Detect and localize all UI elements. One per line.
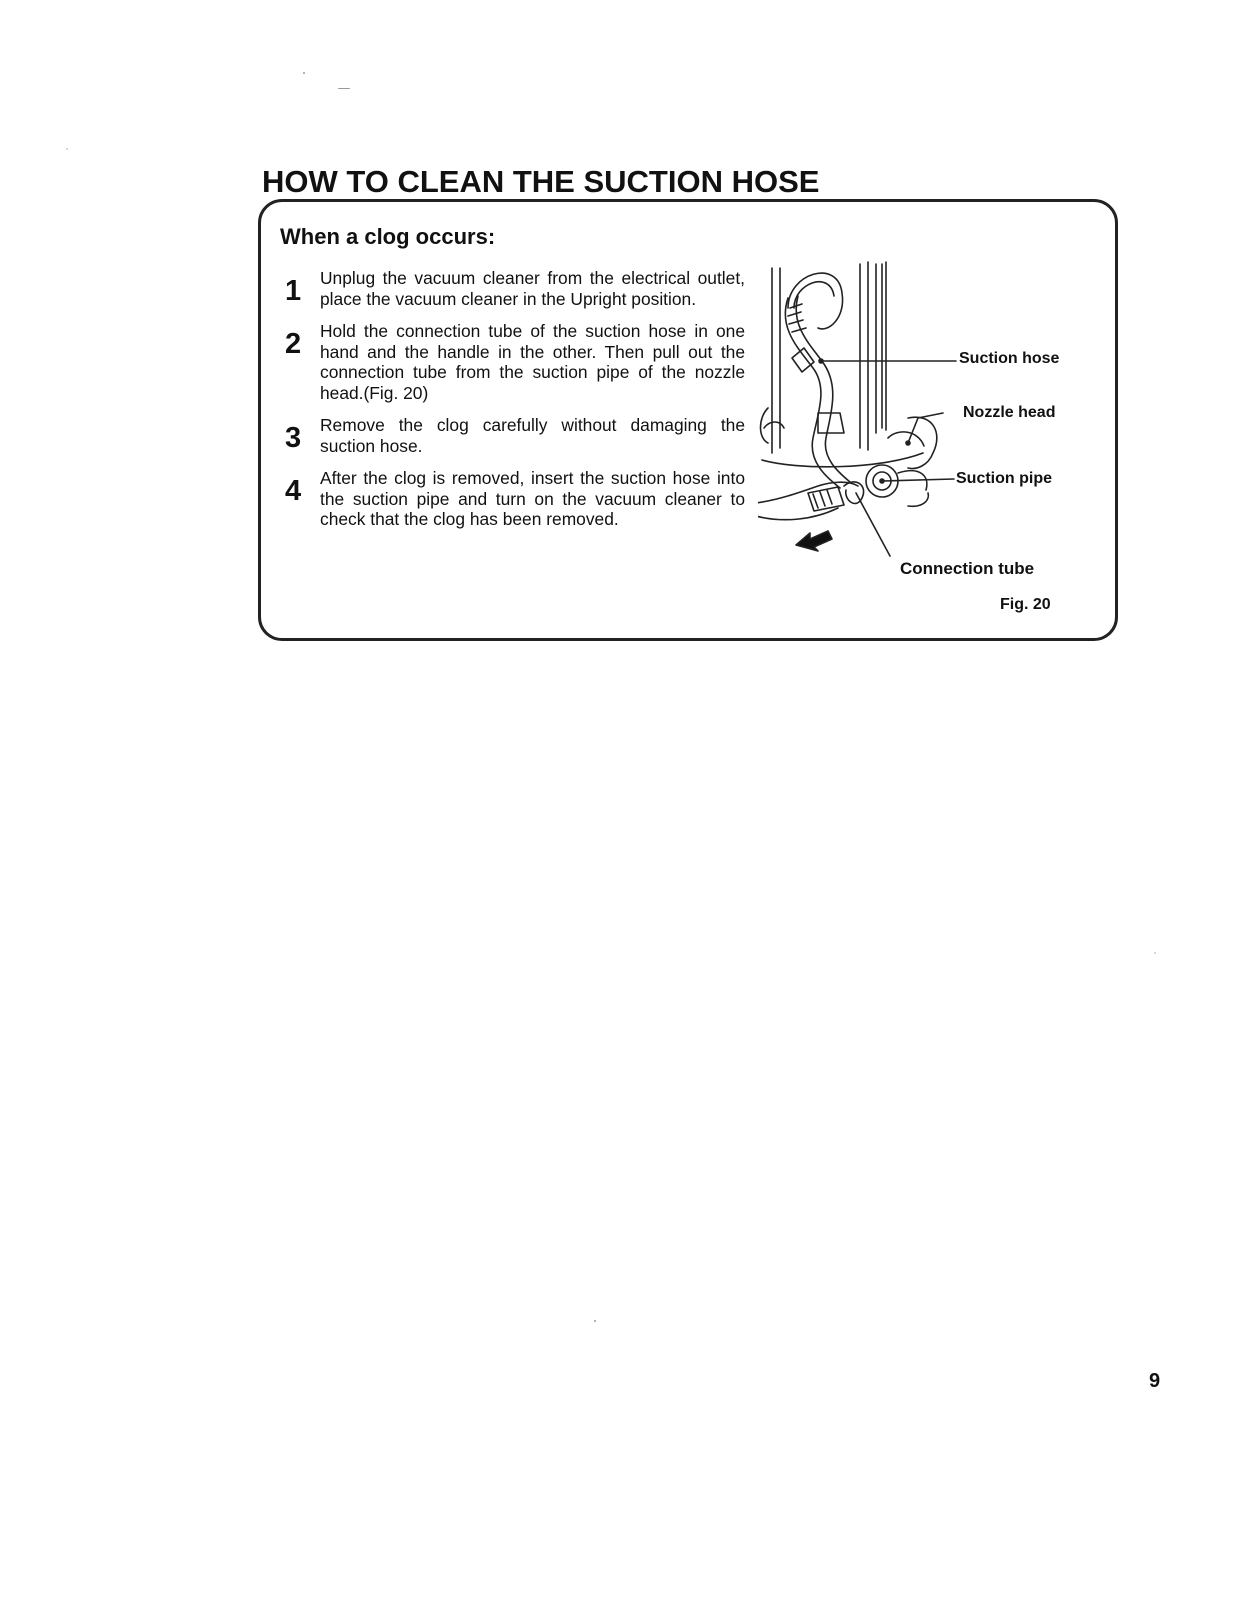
scan-speck [1154,952,1156,954]
connection-tube-label: Connection tube [900,559,1035,578]
step-item [285,268,745,309]
step-text: After the clog is removed, insert the suction hose into the suction pipe and turn on the vacuum cleaner to check that the clog has been removed. [320,468,745,529]
scan-speck [66,148,68,150]
scan-speck [594,1320,596,1322]
step-text: Remove the clog carefully without damaging the suction hose. [320,415,745,456]
figure-20 [758,238,1108,638]
step-item [285,321,745,403]
page-number: 9 [1149,1370,1161,1392]
nozzle-head-label: Nozzle head [963,404,1056,421]
step-number: 3 [285,422,302,454]
step-item [285,468,745,530]
suction-hose-label: Suction hose [959,350,1060,367]
page-title: HOW TO CLEAN THE SUCTION HOSE [262,164,820,199]
step-number: 4 [285,475,302,507]
scan-speck [338,88,350,89]
step-number: 2 [285,328,302,360]
steps-list [285,268,745,542]
suction-pipe-label: Suction pipe [956,470,1052,487]
step-text: Unplug the vacuum cleaner from the electrical outlet, place the vacuum cleaner in the Upright position. [320,268,745,309]
step-number: 1 [285,275,302,307]
section-subheading: When a clog occurs: [280,224,496,249]
step-text: Hold the connection tube of the suction hose in one hand and the handle in the other. Then pull out the connection tube from the suction pipe of the nozzle head.(Fig. 20) [320,321,745,403]
step-item [285,415,745,456]
vacuum-illustration [758,238,958,568]
scan-speck [303,72,305,74]
figure-caption: Fig. 20 [1000,596,1051,613]
